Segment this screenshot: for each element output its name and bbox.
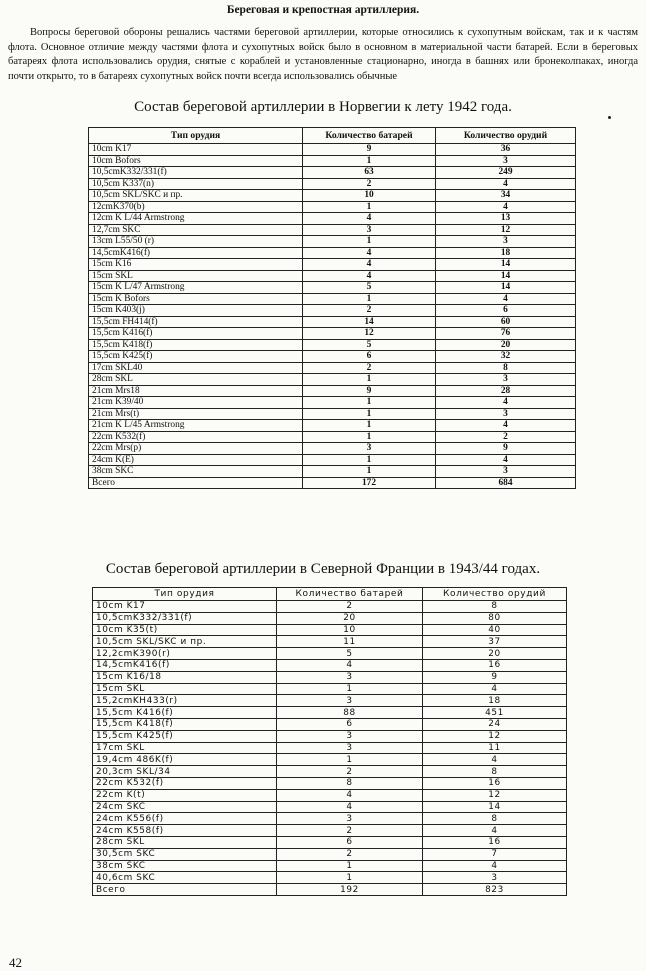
cell-gun-count: 24	[423, 718, 567, 730]
cell-gun-type: 10,5cm SKL/SKC и пр.	[93, 636, 277, 648]
table-row	[89, 236, 576, 248]
cell-gun-count: 4	[436, 293, 576, 305]
cell-gun-count: 13	[436, 213, 576, 225]
table-row	[93, 601, 567, 613]
table-row	[89, 305, 576, 317]
cell-battery-count: 3	[277, 742, 423, 754]
cell-gun-type: 24cm SKC	[93, 801, 277, 813]
table-row	[89, 270, 576, 282]
cell-gun-count: 8	[423, 601, 567, 613]
cell-gun-type: 15,5cm K416(f)	[89, 328, 303, 340]
cell-gun-type: 20,3cm SKL/34	[93, 766, 277, 778]
cell-gun-count: 18	[436, 247, 576, 259]
cell-gun-type: 10cm Bofors	[89, 155, 303, 167]
cell-gun-type: 40,6cm SKC	[93, 872, 277, 884]
cell-gun-type: 12,2cmK390(r)	[93, 648, 277, 660]
table-row	[89, 454, 576, 466]
cell-gun-type: 15,2cmKH433(r)	[93, 695, 277, 707]
cell-battery-count: 20	[277, 612, 423, 624]
cell-battery-count: 12	[303, 328, 436, 340]
cell-gun-count: 4	[436, 420, 576, 432]
cell-battery-count: 1	[303, 155, 436, 167]
cell-battery-count: 3	[277, 671, 423, 683]
cell-battery-count: 1	[303, 293, 436, 305]
table-row	[93, 659, 567, 671]
cell-gun-type: 15cm K16	[89, 259, 303, 271]
cell-gun-count: 20	[423, 648, 567, 660]
total-row	[89, 477, 576, 489]
cell-gun-count: 14	[436, 270, 576, 282]
table-row	[93, 730, 567, 742]
cell-battery-count: 3	[277, 730, 423, 742]
cell-battery-count: 1	[303, 454, 436, 466]
cell-battery-count: 2	[277, 766, 423, 778]
cell-gun-count: 3	[436, 408, 576, 420]
cell-battery-count: 1	[303, 420, 436, 432]
cell-gun-count: 16	[423, 777, 567, 789]
table-row	[93, 813, 567, 825]
cell-battery-count: 2	[303, 178, 436, 190]
cell-battery-count: 3	[303, 443, 436, 455]
cell-battery-count: 5	[303, 339, 436, 351]
cell-battery-count: 172	[303, 477, 436, 489]
cell-gun-count: 3	[436, 236, 576, 248]
cell-gun-type: 10,5cmK332/331(f)	[89, 167, 303, 179]
cell-battery-count: 10	[277, 624, 423, 636]
cell-gun-count: 451	[423, 707, 567, 719]
table-row	[89, 431, 576, 443]
header-gun-type: Тип орудия	[93, 588, 277, 601]
table-row	[93, 825, 567, 837]
cell-battery-count: 4	[277, 789, 423, 801]
cell-gun-count: 32	[436, 351, 576, 363]
cell-battery-count: 1	[303, 201, 436, 213]
cell-battery-count: 10	[303, 190, 436, 202]
table-row	[89, 408, 576, 420]
table-row	[89, 144, 576, 156]
table-row	[89, 259, 576, 271]
cell-gun-type: 17cm SKL40	[89, 362, 303, 374]
table-row	[93, 624, 567, 636]
table-row	[93, 718, 567, 730]
cell-gun-type: 15cm K Bofors	[89, 293, 303, 305]
cell-gun-count: 16	[423, 836, 567, 848]
table-row	[93, 777, 567, 789]
table-row	[89, 443, 576, 455]
cell-battery-count: 1	[303, 397, 436, 409]
table-row	[93, 766, 567, 778]
cell-gun-count: 7	[423, 848, 567, 860]
cell-gun-type: 21cm K39/40	[89, 397, 303, 409]
cell-battery-count: 1	[277, 754, 423, 766]
table-row	[89, 339, 576, 351]
table-row	[89, 374, 576, 386]
table-header-row	[89, 128, 576, 144]
table-row	[93, 848, 567, 860]
cell-gun-type: 15cm SKL	[89, 270, 303, 282]
table-row	[93, 671, 567, 683]
table-row	[93, 754, 567, 766]
cell-battery-count: 5	[303, 282, 436, 294]
cell-gun-count: 3	[436, 466, 576, 478]
table-row	[89, 316, 576, 328]
cell-gun-count: 3	[436, 155, 576, 167]
table-row	[89, 155, 576, 167]
table-row	[93, 742, 567, 754]
cell-gun-type: 19,4cm 486K(f)	[93, 754, 277, 766]
cell-gun-count: 3	[436, 374, 576, 386]
cell-gun-count: 80	[423, 612, 567, 624]
table-row	[89, 282, 576, 294]
cell-gun-type: 22cm K532(f)	[93, 777, 277, 789]
cell-gun-type: 10cm K35(t)	[93, 624, 277, 636]
cell-battery-count: 4	[303, 213, 436, 225]
cell-gun-type: 15,5cm K416(f)	[93, 707, 277, 719]
cell-gun-count: 4	[423, 754, 567, 766]
cell-battery-count: 4	[277, 659, 423, 671]
cell-gun-count: 37	[423, 636, 567, 648]
cell-battery-count: 11	[277, 636, 423, 648]
cell-gun-type: 17cm SKL	[93, 742, 277, 754]
table-header-row	[93, 588, 567, 601]
cell-battery-count: 192	[277, 884, 423, 896]
header-gun-count: Количество орудий	[423, 588, 567, 601]
table-row	[93, 707, 567, 719]
cell-gun-type: 38cm SKC	[93, 860, 277, 872]
table-row	[89, 190, 576, 202]
cell-battery-count: 1	[277, 872, 423, 884]
cell-gun-count: 4	[436, 397, 576, 409]
cell-gun-count: 16	[423, 659, 567, 671]
cell-gun-type: 10,5cm K337(n)	[89, 178, 303, 190]
total-label: Всего	[89, 477, 303, 489]
cell-battery-count: 2	[277, 825, 423, 837]
cell-gun-count: 34	[436, 190, 576, 202]
cell-gun-count: 9	[423, 671, 567, 683]
page-number: 42	[9, 955, 22, 970]
cell-battery-count: 4	[303, 259, 436, 271]
scan-speck	[608, 116, 611, 119]
cell-battery-count: 9	[303, 144, 436, 156]
cell-battery-count: 3	[303, 224, 436, 236]
table-row	[93, 789, 567, 801]
cell-gun-type: 21cm Mrs(t)	[89, 408, 303, 420]
cell-gun-count: 6	[436, 305, 576, 317]
total-label: Всего	[93, 884, 277, 896]
cell-gun-count: 4	[436, 201, 576, 213]
cell-battery-count: 5	[277, 648, 423, 660]
cell-battery-count: 1	[303, 466, 436, 478]
cell-battery-count: 4	[277, 801, 423, 813]
cell-gun-count: 8	[423, 813, 567, 825]
table-row	[89, 224, 576, 236]
cell-gun-type: 15cm K L/47 Armstrong	[89, 282, 303, 294]
cell-gun-type: 22cm K532(f)	[89, 431, 303, 443]
table-row	[89, 420, 576, 432]
cell-battery-count: 14	[303, 316, 436, 328]
section-heading: Береговая и крепостная артиллерия.	[226, 4, 420, 16]
cell-gun-count: 18	[423, 695, 567, 707]
cell-gun-count: 36	[436, 144, 576, 156]
cell-battery-count: 2	[277, 601, 423, 613]
table-row	[89, 293, 576, 305]
intro-paragraph: Вопросы береговой обороны решались частями береговой артиллерии, которые относились к сухопутным войскам, так и к частям флота. Основное отличие между частями флота и сухопутных войск было в основном в материальной части батарей. Если в береговых батареях флота использовались орудия, снятые с кораблей и установленные стационарно, иногда в башнях или бронеколпаках, иногда почти открыто, то в батареях сухопутных войск почти всегда использовались обычные	[8, 27, 638, 82]
table-row	[93, 648, 567, 660]
cell-gun-count: 4	[423, 683, 567, 695]
cell-gun-count: 60	[436, 316, 576, 328]
cell-gun-count: 823	[423, 884, 567, 896]
cell-gun-count: 12	[436, 224, 576, 236]
cell-gun-type: 28cm SKL	[93, 836, 277, 848]
table-row	[89, 385, 576, 397]
cell-gun-type: 12,7cm SKC	[89, 224, 303, 236]
cell-gun-type: 10,5cmK332/331(f)	[93, 612, 277, 624]
cell-battery-count: 4	[303, 270, 436, 282]
cell-gun-type: 15,5cm K425(f)	[89, 351, 303, 363]
cell-gun-type: 10cm K17	[93, 601, 277, 613]
cell-gun-type: 13cm L55/50 (r)	[89, 236, 303, 248]
cell-gun-count: 4	[436, 178, 576, 190]
cell-battery-count: 1	[277, 860, 423, 872]
cell-battery-count: 1	[303, 408, 436, 420]
cell-gun-type: 21cm Mrs18	[89, 385, 303, 397]
header-battery-count: Количество батарей	[303, 128, 436, 144]
cell-gun-type: 24cm K(E)	[89, 454, 303, 466]
table-row	[93, 636, 567, 648]
cell-gun-type: 30,5cm SKC	[93, 848, 277, 860]
cell-gun-type: 15,5cm K418(f)	[93, 718, 277, 730]
cell-gun-count: 11	[423, 742, 567, 754]
cell-gun-type: 22cm K(t)	[93, 789, 277, 801]
cell-gun-type: 14,5cmK416(f)	[89, 247, 303, 259]
cell-gun-count: 14	[436, 259, 576, 271]
cell-gun-type: 38cm SKC	[89, 466, 303, 478]
total-row	[93, 884, 567, 896]
cell-battery-count: 6	[277, 718, 423, 730]
cell-gun-count: 3	[423, 872, 567, 884]
cell-gun-count: 4	[423, 860, 567, 872]
cell-gun-count: 684	[436, 477, 576, 489]
cell-gun-count: 14	[423, 801, 567, 813]
cell-gun-type: 10cm K17	[89, 144, 303, 156]
cell-battery-count: 2	[303, 362, 436, 374]
cell-gun-type: 15cm SKL	[93, 683, 277, 695]
cell-gun-count: 12	[423, 789, 567, 801]
cell-gun-count: 14	[436, 282, 576, 294]
header-gun-type: Тип орудия	[89, 128, 303, 144]
table-row	[93, 612, 567, 624]
cell-gun-count: 9	[436, 443, 576, 455]
table-row	[89, 178, 576, 190]
france-artillery-table	[92, 587, 567, 896]
cell-gun-type: 15,5cm K425(f)	[93, 730, 277, 742]
cell-gun-type: 12cm K L/44 Armstrong	[89, 213, 303, 225]
cell-battery-count: 1	[303, 236, 436, 248]
cell-battery-count: 2	[303, 305, 436, 317]
cell-battery-count: 1	[303, 374, 436, 386]
table-row	[93, 801, 567, 813]
table-row	[89, 351, 576, 363]
cell-gun-type: 15,5cm K418(f)	[89, 339, 303, 351]
table2-caption: Состав береговой артиллерии в Северной Франции в 1943/44 годах.	[105, 561, 541, 577]
cell-gun-type: 24cm K558(f)	[93, 825, 277, 837]
cell-gun-count: 40	[423, 624, 567, 636]
cell-gun-count: 76	[436, 328, 576, 340]
cell-gun-count: 28	[436, 385, 576, 397]
cell-battery-count: 6	[277, 836, 423, 848]
table-row	[89, 397, 576, 409]
cell-gun-count: 4	[436, 454, 576, 466]
table-row	[93, 860, 567, 872]
cell-gun-type: 21cm K L/45 Armstrong	[89, 420, 303, 432]
cell-battery-count: 88	[277, 707, 423, 719]
cell-gun-type: 28cm SKL	[89, 374, 303, 386]
table-row	[93, 683, 567, 695]
table-row	[89, 247, 576, 259]
cell-gun-type: 22cm Mrs(p)	[89, 443, 303, 455]
header-gun-count: Количество орудий	[436, 128, 576, 144]
cell-gun-count: 8	[423, 766, 567, 778]
cell-battery-count: 6	[303, 351, 436, 363]
cell-gun-count: 249	[436, 167, 576, 179]
cell-gun-count: 8	[436, 362, 576, 374]
cell-gun-type: 15,5cm FH414(f)	[89, 316, 303, 328]
cell-gun-type: 15cm K16/18	[93, 671, 277, 683]
cell-gun-type: 24cm K556(f)	[93, 813, 277, 825]
table-row	[89, 167, 576, 179]
table-row	[89, 466, 576, 478]
cell-battery-count: 1	[303, 431, 436, 443]
cell-gun-type: 15cm K403(j)	[89, 305, 303, 317]
table-row	[93, 836, 567, 848]
cell-gun-type: 10,5cm SKL/SKC и пр.	[89, 190, 303, 202]
cell-battery-count: 3	[277, 695, 423, 707]
cell-gun-count: 2	[436, 431, 576, 443]
cell-battery-count: 1	[277, 683, 423, 695]
header-battery-count: Количество батарей	[277, 588, 423, 601]
table-row	[89, 213, 576, 225]
cell-gun-count: 12	[423, 730, 567, 742]
cell-battery-count: 4	[303, 247, 436, 259]
table-row	[93, 695, 567, 707]
cell-battery-count: 3	[277, 813, 423, 825]
table-row	[93, 872, 567, 884]
table1-caption: Состав береговой артиллерии в Норвегии к лету 1942 года.	[134, 99, 512, 115]
cell-battery-count: 8	[277, 777, 423, 789]
norway-artillery-table	[88, 127, 576, 489]
cell-gun-count: 4	[423, 825, 567, 837]
cell-battery-count: 2	[277, 848, 423, 860]
cell-battery-count: 9	[303, 385, 436, 397]
cell-gun-type: 14,5cmK416(f)	[93, 659, 277, 671]
cell-gun-count: 20	[436, 339, 576, 351]
table-row	[89, 328, 576, 340]
table-row	[89, 201, 576, 213]
cell-gun-type: 12cmK370(b)	[89, 201, 303, 213]
cell-battery-count: 63	[303, 167, 436, 179]
table-row	[89, 362, 576, 374]
